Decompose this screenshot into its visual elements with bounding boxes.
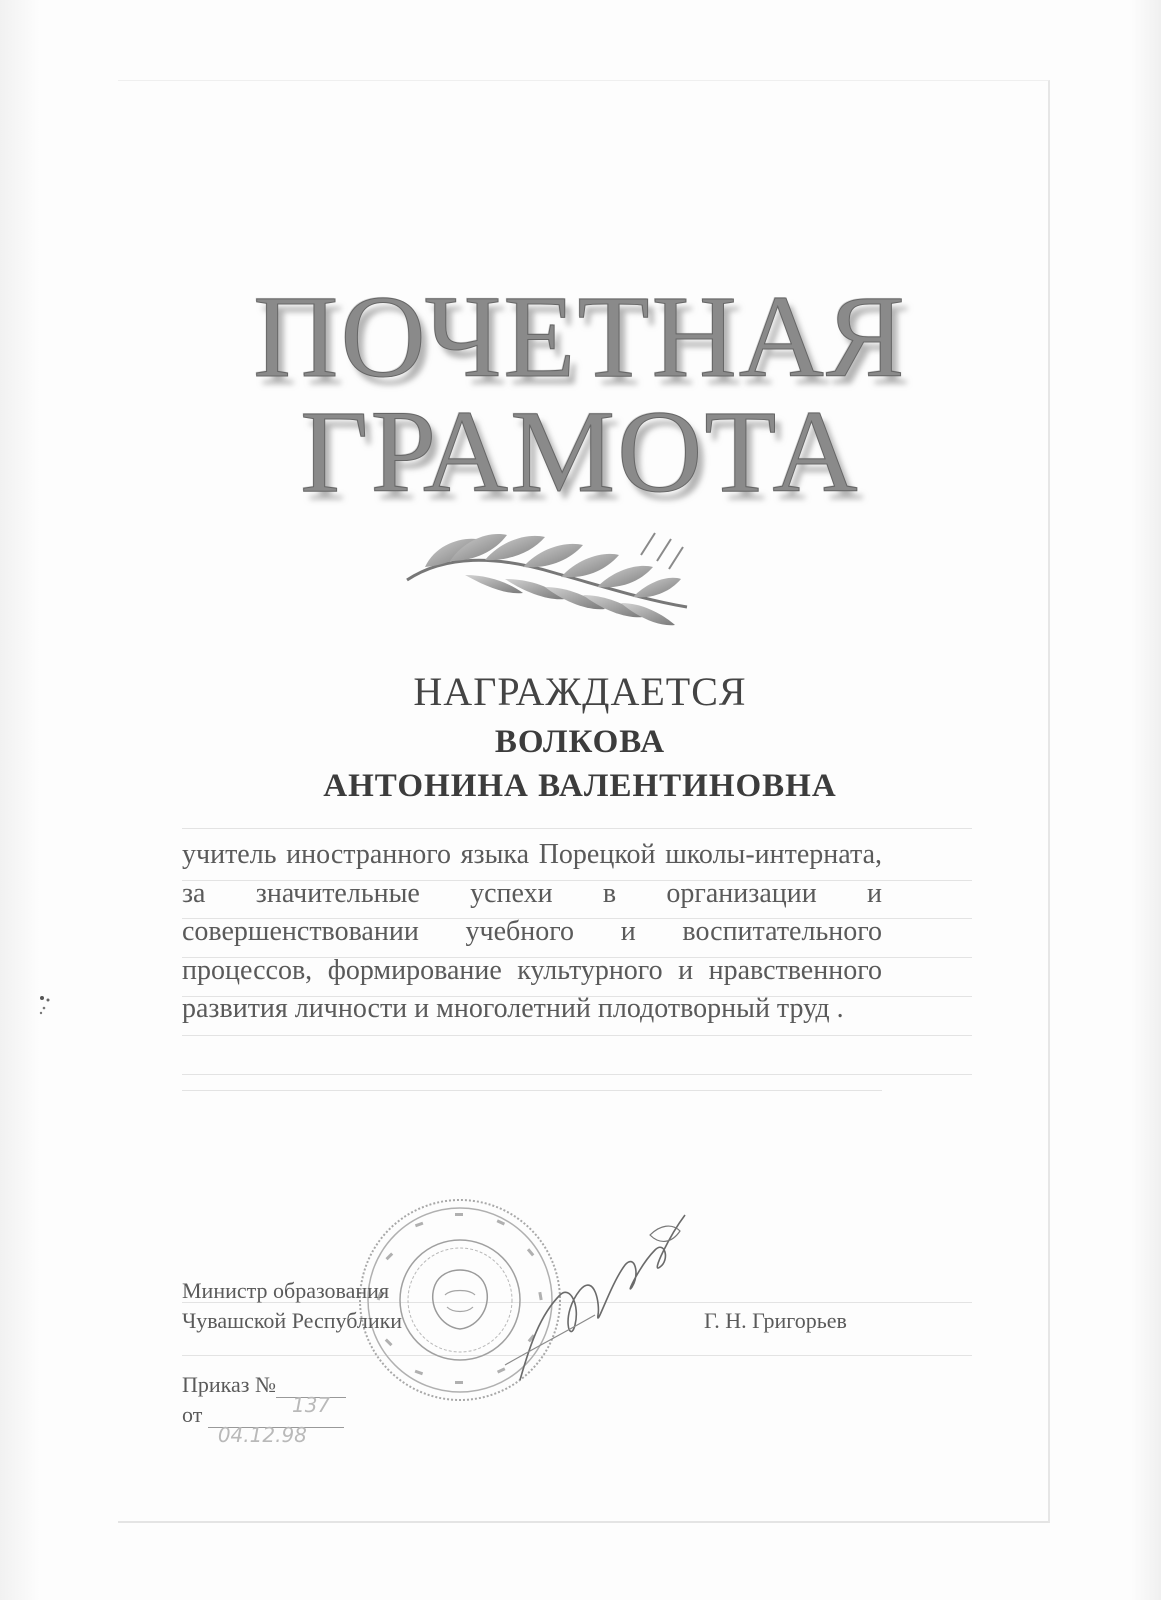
awarded-label: НАГРАЖДАЕТСЯ: [413, 669, 747, 714]
order-number-handwritten: 137: [291, 1393, 331, 1417]
signatory-name: Г. Н. Григорьев: [704, 1308, 847, 1333]
title-line-2: ГРАМОТА: [300, 386, 860, 517]
writing-line: [182, 1074, 972, 1075]
recipient-surname: ВОЛКОВА: [494, 724, 666, 760]
scan-left-shadow: [0, 0, 40, 1600]
order-number-blank: [276, 1393, 346, 1417]
signatory-title-line-2: Чувашской Республики: [182, 1308, 403, 1333]
scan-right-shadow: [1131, 0, 1161, 1600]
order-date-row: [182, 1402, 344, 1447]
order-date-handwritten: 04.12.98: [217, 1423, 307, 1447]
order-number-label: Приказ №: [182, 1372, 276, 1397]
writing-line: [182, 1090, 882, 1091]
order-date-label: от: [182, 1402, 203, 1427]
scan-speck-icon: [38, 994, 54, 1016]
signatory-title-line-1: Министр образования: [182, 1278, 390, 1303]
laurel-branch-icon: [405, 525, 695, 640]
recipient-given-names: АНТОНИНА ВАЛЕНТИНОВНА: [323, 768, 837, 804]
citation-text: учитель иностранного языка Порецкой школы-интерната, за значительные успехи в организации и совершенствовании учебного и воспитательного процессов, формирование культурного и нравственного развития личности и многолетний плодотворный труд .: [182, 839, 882, 1024]
order-date-blank: [208, 1423, 344, 1447]
writing-line: [182, 1035, 972, 1036]
writing-line: [182, 828, 972, 829]
title-line-1: ПОЧЕТНАЯ: [253, 271, 907, 402]
handwritten-signature-icon: [500, 1195, 700, 1395]
